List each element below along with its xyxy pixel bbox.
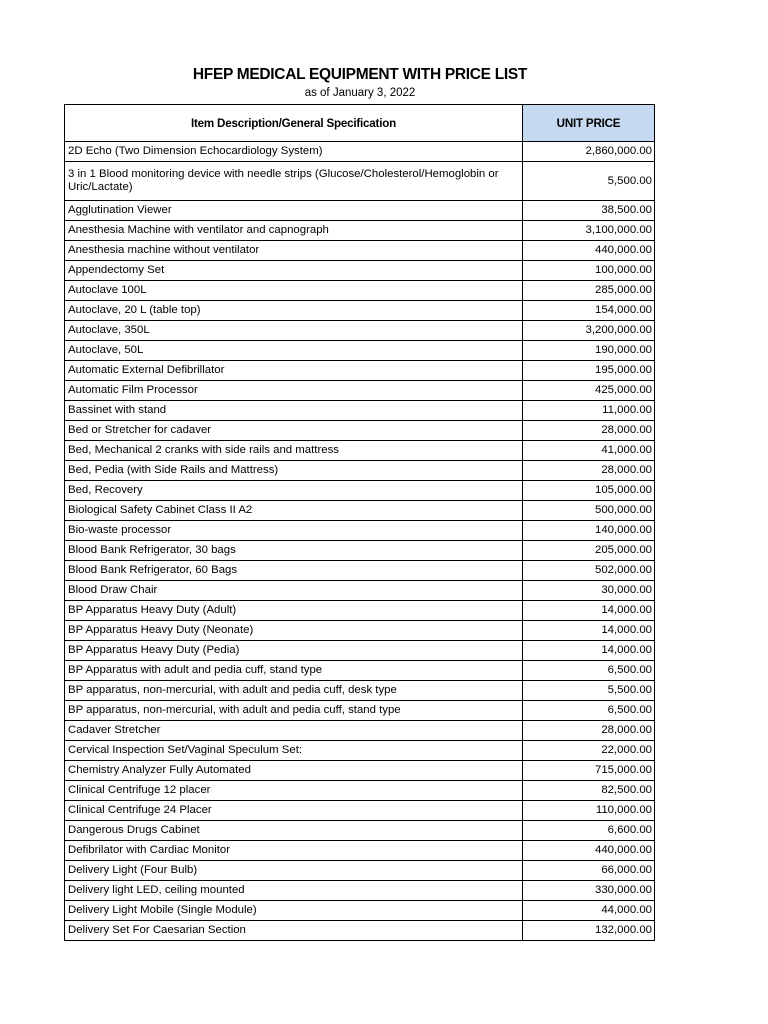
- table-row: [65, 861, 655, 881]
- table-row: [65, 301, 655, 321]
- item-description: Biological Safety Cabinet Class II A2: [65, 501, 523, 521]
- price-list-table: [64, 104, 655, 941]
- item-description: Autoclave, 50L: [65, 341, 523, 361]
- item-description: Delivery Light Mobile (Single Module): [65, 901, 523, 921]
- item-description: Agglutination Viewer: [65, 201, 523, 221]
- unit-price: 14,000.00: [523, 621, 655, 641]
- item-description: BP Apparatus Heavy Duty (Adult): [65, 601, 523, 621]
- column-header-description: Item Description/General Specification: [65, 105, 523, 142]
- page-subtitle: as of January 3, 2022: [304, 87, 416, 99]
- table-row: [65, 561, 655, 581]
- item-description: Bed, Pedia (with Side Rails and Mattress): [65, 461, 523, 481]
- table-row: [65, 221, 655, 241]
- item-description: Blood Draw Chair: [65, 581, 523, 601]
- table-row: [65, 501, 655, 521]
- table-row: [65, 441, 655, 461]
- unit-price: 502,000.00: [523, 561, 655, 581]
- item-description: Cadaver Stretcher: [65, 721, 523, 741]
- unit-price: 22,000.00: [523, 741, 655, 761]
- item-description: Autoclave 100L: [65, 281, 523, 301]
- table-row: [65, 701, 655, 721]
- table-row: [65, 661, 655, 681]
- item-description: Bassinet with stand: [65, 401, 523, 421]
- unit-price: 5,500.00: [523, 162, 655, 201]
- unit-price: 285,000.00: [523, 281, 655, 301]
- item-description: Delivery light LED, ceiling mounted: [65, 881, 523, 901]
- unit-price: 5,500.00: [523, 681, 655, 701]
- unit-price: 100,000.00: [523, 261, 655, 281]
- table-row: [65, 581, 655, 601]
- unit-price: 3,100,000.00: [523, 221, 655, 241]
- table-row: [65, 162, 655, 201]
- table-row: [65, 801, 655, 821]
- unit-price: 105,000.00: [523, 481, 655, 501]
- unit-price: 3,200,000.00: [523, 321, 655, 341]
- unit-price: 110,000.00: [523, 801, 655, 821]
- unit-price: 38,500.00: [523, 201, 655, 221]
- unit-price: 715,000.00: [523, 761, 655, 781]
- table-row: [65, 841, 655, 861]
- table-row: [65, 401, 655, 421]
- table-row: [65, 381, 655, 401]
- item-description: Dangerous Drugs Cabinet: [65, 821, 523, 841]
- item-description: Automatic External Defibrillator: [65, 361, 523, 381]
- unit-price: 6,600.00: [523, 821, 655, 841]
- item-description: Autoclave, 20 L (table top): [65, 301, 523, 321]
- item-description: Bed or Stretcher for cadaver: [65, 421, 523, 441]
- item-description: Clinical Centrifuge 12 placer: [65, 781, 523, 801]
- table-body: [65, 142, 655, 941]
- unit-price: 440,000.00: [523, 241, 655, 261]
- unit-price: 440,000.00: [523, 841, 655, 861]
- item-description: BP Apparatus Heavy Duty (Neonate): [65, 621, 523, 641]
- unit-price: 132,000.00: [523, 921, 655, 941]
- table-row: [65, 741, 655, 761]
- item-description: Delivery Set For Caesarian Section: [65, 921, 523, 941]
- unit-price: 6,500.00: [523, 661, 655, 681]
- unit-price: 28,000.00: [523, 421, 655, 441]
- item-description: BP Apparatus with adult and pedia cuff, stand type: [65, 661, 523, 681]
- item-description: Bed, Mechanical 2 cranks with side rails and mattress: [65, 441, 523, 461]
- table-row: [65, 142, 655, 162]
- item-description: Autoclave, 350L: [65, 321, 523, 341]
- unit-price: 28,000.00: [523, 461, 655, 481]
- table-row: [65, 721, 655, 741]
- table-row: [65, 341, 655, 361]
- table-row: [65, 901, 655, 921]
- item-description: Anesthesia Machine with ventilator and capnograph: [65, 221, 523, 241]
- unit-price: 82,500.00: [523, 781, 655, 801]
- item-description: BP apparatus, non-mercurial, with adult and pedia cuff, desk type: [65, 681, 523, 701]
- unit-price: 30,000.00: [523, 581, 655, 601]
- unit-price: 14,000.00: [523, 641, 655, 661]
- table-row: [65, 201, 655, 221]
- table-row: [65, 601, 655, 621]
- item-description: Anesthesia machine without ventilator: [65, 241, 523, 261]
- unit-price: 190,000.00: [523, 341, 655, 361]
- unit-price: 500,000.00: [523, 501, 655, 521]
- table-row: [65, 241, 655, 261]
- item-description: BP apparatus, non-mercurial, with adult and pedia cuff, stand type: [65, 701, 523, 721]
- table-row: [65, 621, 655, 641]
- unit-price: 195,000.00: [523, 361, 655, 381]
- table-header-row: [65, 105, 655, 142]
- unit-price: 14,000.00: [523, 601, 655, 621]
- table-row: [65, 921, 655, 941]
- unit-price: 6,500.00: [523, 701, 655, 721]
- item-description: Blood Bank Refrigerator, 60 Bags: [65, 561, 523, 581]
- unit-price: 66,000.00: [523, 861, 655, 881]
- item-description: Blood Bank Refrigerator, 30 bags: [65, 541, 523, 561]
- table-row: [65, 641, 655, 661]
- item-description: BP Apparatus Heavy Duty (Pedia): [65, 641, 523, 661]
- item-description: Appendectomy Set: [65, 261, 523, 281]
- unit-price: 154,000.00: [523, 301, 655, 321]
- unit-price: 41,000.00: [523, 441, 655, 461]
- unit-price: 28,000.00: [523, 721, 655, 741]
- item-description: Defibrilator with Cardiac Monitor: [65, 841, 523, 861]
- unit-price: 330,000.00: [523, 881, 655, 901]
- unit-price: 44,000.00: [523, 901, 655, 921]
- unit-price: 2,860,000.00: [523, 142, 655, 162]
- table-row: [65, 461, 655, 481]
- item-description: Delivery Light (Four Bulb): [65, 861, 523, 881]
- table-row: [65, 781, 655, 801]
- table-row: [65, 821, 655, 841]
- table-row: [65, 321, 655, 341]
- unit-price: 140,000.00: [523, 521, 655, 541]
- item-description: Clinical Centrifuge 24 Placer: [65, 801, 523, 821]
- item-description: Chemistry Analyzer Fully Automated: [65, 761, 523, 781]
- item-description: 2D Echo (Two Dimension Echocardiology System): [65, 142, 523, 162]
- table-row: [65, 261, 655, 281]
- table-row: [65, 541, 655, 561]
- unit-price: 11,000.00: [523, 401, 655, 421]
- item-description: 3 in 1 Blood monitoring device with needle strips (Glucose/Cholesterol/Hemoglobin or Uric/Lactate): [65, 162, 523, 201]
- table-row: [65, 881, 655, 901]
- item-description: Automatic Film Processor: [65, 381, 523, 401]
- table-row: [65, 681, 655, 701]
- table-row: [65, 421, 655, 441]
- table-row: [65, 281, 655, 301]
- item-description: Bed, Recovery: [65, 481, 523, 501]
- unit-price: 425,000.00: [523, 381, 655, 401]
- item-description: Bio-waste processor: [65, 521, 523, 541]
- table-row: [65, 761, 655, 781]
- table-row: [65, 361, 655, 381]
- item-description: Cervical Inspection Set/Vaginal Speculum Set:: [65, 741, 523, 761]
- table-row: [65, 521, 655, 541]
- unit-price: 205,000.00: [523, 541, 655, 561]
- table-row: [65, 481, 655, 501]
- page-title: HFEP MEDICAL EQUIPMENT WITH PRICE LIST: [192, 66, 528, 83]
- column-header-unit-price: UNIT PRICE: [523, 105, 655, 142]
